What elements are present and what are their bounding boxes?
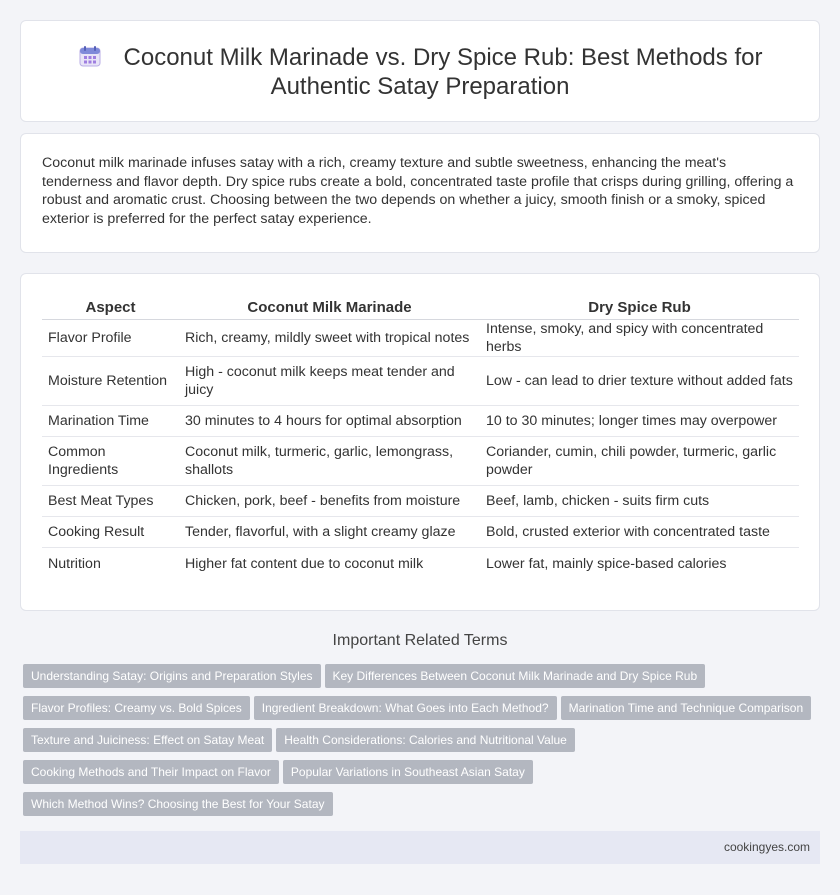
dry-rub-cell: Bold, crusted exterior with concentrated taste [480, 517, 799, 548]
aspect-cell: Flavor Profile [42, 320, 179, 357]
table-row [42, 320, 799, 357]
table-row [42, 406, 799, 437]
related-term-tag[interactable]: Key Differences Between Coconut Milk Marinade and Dry Spice Rub [325, 664, 706, 688]
table-row [42, 486, 799, 517]
dry-rub-cell: Beef, lamb, chicken - suits firm cuts [480, 486, 799, 517]
related-term-tag[interactable]: Understanding Satay: Origins and Preparation Styles [23, 664, 321, 688]
related-term-tag[interactable]: Health Considerations: Calories and Nutritional Value [276, 728, 575, 752]
aspect-cell: Best Meat Types [42, 486, 179, 517]
page-title: Coconut Milk Marinade vs. Dry Spice Rub: Best Methods for Authentic Satay Preparation [123, 44, 763, 100]
coconut-milk-cell: Rich, creamy, mildly sweet with tropical notes [179, 320, 480, 357]
aspect-cell: Moisture Retention [42, 357, 179, 406]
dry-rub-cell: Lower fat, mainly spice-based calories [486, 555, 727, 572]
calendar-icon [78, 44, 102, 68]
related-term-tag[interactable]: Texture and Juiciness: Effect on Satay Meat [23, 728, 272, 752]
table-row [42, 548, 799, 579]
related-term-tag[interactable]: Ingredient Breakdown: What Goes into Each Method? [254, 696, 557, 720]
column-header-coconut-milk: Coconut Milk Marinade [179, 296, 480, 320]
dry-rub-cell: Intense, smoky, and spicy with concentrated herbs [480, 320, 799, 357]
column-header-dry-rub: Dry Spice Rub [480, 296, 799, 320]
aspect-cell: Common Ingredients [42, 437, 179, 486]
coconut-milk-cell: 30 minutes to 4 hours for optimal absorption [179, 406, 480, 437]
coconut-milk-cell: Coconut milk, turmeric, garlic, lemongrass, shallots [179, 437, 480, 486]
coconut-milk-cell: Tender, flavorful, with a slight creamy glaze [179, 517, 480, 548]
column-header-aspect: Aspect [42, 296, 179, 320]
related-term-tag[interactable]: Popular Variations in Southeast Asian Satay [283, 760, 533, 784]
dry-rub-cell: 10 to 30 minutes; longer times may overpower [480, 406, 799, 437]
comparison-table [42, 296, 799, 579]
dry-rub-cell: Low - can lead to drier texture without added fats [480, 357, 799, 406]
related-terms-list [23, 664, 823, 824]
coconut-milk-cell: Chicken, pork, beef - benefits from moisture [179, 486, 480, 517]
footer [20, 831, 820, 864]
table-row [42, 517, 799, 548]
related-term-tag[interactable]: Cooking Methods and Their Impact on Flavor [23, 760, 279, 784]
table-row [42, 437, 799, 486]
footer-site-link[interactable]: cookingyes.com [723, 840, 810, 854]
aspect-cell: Nutrition [48, 555, 101, 572]
comparison-card [20, 273, 820, 611]
table-header-row [42, 296, 799, 320]
related-term-tag[interactable]: Which Method Wins? Choosing the Best for Your Satay [23, 792, 333, 816]
related-terms-heading: Important Related Terms [332, 632, 508, 649]
table-row [42, 357, 799, 406]
intro-card [20, 133, 820, 253]
intro-paragraph: Coconut milk marinade infuses satay with a rich, creamy texture and subtle sweetness, enhancing the meat's tenderness and flavor depth. Dry spice rubs create a bold, concentrated taste profile that crisps during grilling, offering a robust and aromatic crust. Choosing between the two depends on whether a juicy, smooth finish or a smoky, spiced exterior is preferred for the perfect satay experience. [42, 155, 794, 227]
dry-rub-cell: Coriander, cumin, chili powder, turmeric, garlic powder [480, 437, 799, 486]
aspect-cell: Marination Time [42, 406, 179, 437]
header-card [20, 20, 820, 122]
coconut-milk-cell: High - coconut milk keeps meat tender and juicy [179, 357, 480, 406]
related-term-tag[interactable]: Flavor Profiles: Creamy vs. Bold Spices [23, 696, 250, 720]
aspect-cell: Cooking Result [42, 517, 179, 548]
coconut-milk-cell: Higher fat content due to coconut milk [185, 555, 424, 572]
related-term-tag[interactable]: Marination Time and Technique Comparison [561, 696, 812, 720]
